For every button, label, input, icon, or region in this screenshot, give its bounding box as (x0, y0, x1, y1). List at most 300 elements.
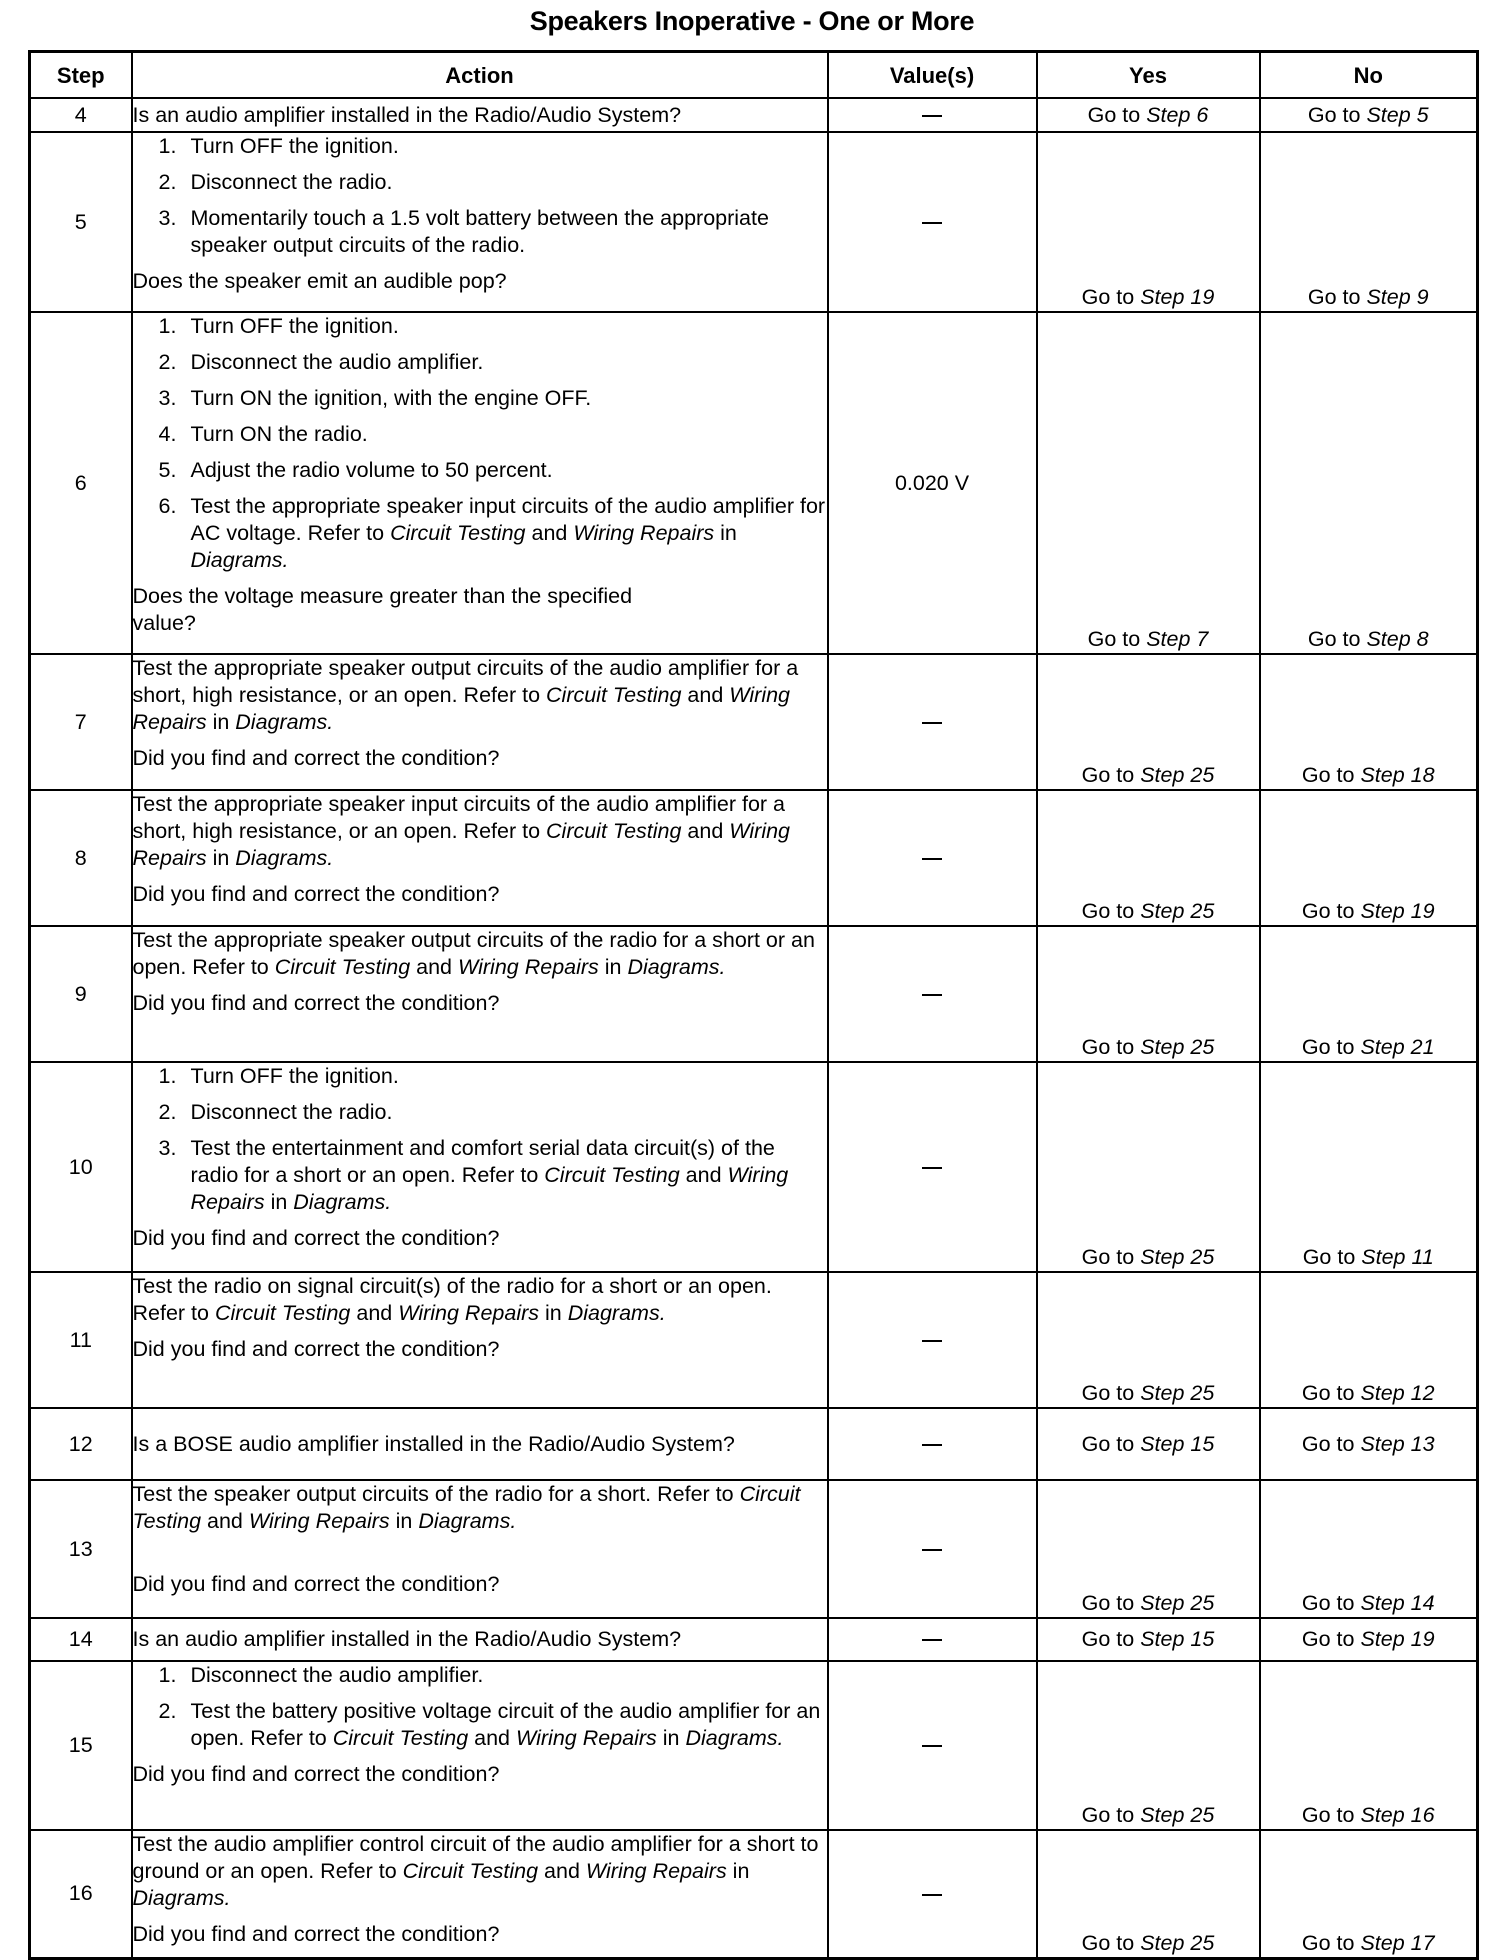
goto-no-link[interactable] (1302, 1931, 1435, 1955)
value-cell (828, 1480, 1037, 1618)
yes-cell (1037, 926, 1260, 1062)
goto-yes-link[interactable] (1082, 1381, 1215, 1405)
substep-item (133, 1135, 827, 1216)
no-cell (1260, 1272, 1478, 1408)
goto-yes-link[interactable] (1082, 285, 1215, 309)
substep-number: 2. (158, 1100, 177, 1124)
goto-prefix: Go to (1081, 1627, 1135, 1651)
not-applicable-dash (922, 1167, 942, 1169)
header-row (30, 52, 1478, 99)
reference-link-text: Wiring Repairs (132, 683, 791, 734)
goto-prefix: Go to (1307, 285, 1361, 309)
reference-link-text: Circuit Testing (546, 819, 682, 843)
reference-link-text: Circuit Testing (214, 1301, 351, 1325)
not-applicable-dash (922, 1745, 942, 1747)
goto-prefix: Go to (1301, 1930, 1355, 1955)
goto-prefix: Go to (1081, 899, 1135, 923)
goto-prefix: Go to (1301, 763, 1355, 787)
goto-yes-link[interactable] (1088, 627, 1209, 651)
text-fragment: in (598, 955, 628, 979)
goto-no-link[interactable] (1302, 1627, 1435, 1651)
no-cell (1260, 1062, 1478, 1272)
goto-no-link[interactable] (1308, 285, 1429, 309)
goto-yes-link[interactable] (1088, 103, 1209, 127)
value-text (942, 1431, 943, 1432)
goto-prefix: Go to (1081, 1035, 1135, 1059)
substep-list (133, 133, 827, 259)
goto-prefix: Go to (1301, 1803, 1355, 1827)
reference-link-text: Diagrams. (685, 1726, 784, 1750)
value-text (942, 102, 943, 103)
action-cell (132, 1661, 828, 1830)
text-fragment: Adjust the radio volume to 50 percent. (190, 458, 553, 482)
not-applicable-dash (922, 115, 942, 117)
action-question: Did you find and correct the condition? (132, 1226, 500, 1250)
goto-target: Step 15 (1140, 1431, 1215, 1456)
goto-target: Step 14 (1360, 1591, 1435, 1615)
column-header-no: No (1260, 52, 1478, 99)
text-fragment: in (539, 1301, 568, 1325)
goto-no-link[interactable] (1302, 1035, 1435, 1059)
goto-target: Step 17 (1360, 1930, 1435, 1955)
goto-target: Step 16 (1360, 1803, 1435, 1827)
text-fragment: Test the battery positive voltage circuit of the audio amplifier for an open. Refer to (190, 1699, 821, 1750)
text-fragment: and (538, 1859, 586, 1883)
substep-item (133, 205, 827, 259)
text-fragment: and (468, 1726, 516, 1750)
text-fragment: Test the entertainment and comfort serial data circuit(s) of the radio for a short or an open. Refer to (190, 1136, 775, 1187)
reference-link-text: Circuit Testing (274, 955, 411, 979)
substep-item (133, 133, 827, 160)
substep-item (133, 1698, 827, 1752)
text-fragment: and (681, 819, 730, 843)
goto-target: Step 11 (1361, 1245, 1434, 1269)
goto-target: Step 25 (1140, 1591, 1215, 1615)
step-number: 6 (30, 312, 132, 654)
value-text (942, 845, 943, 846)
step-number: 5 (30, 132, 132, 312)
action-cell (132, 312, 828, 654)
reference-link-text: Diagrams. (293, 1190, 392, 1214)
reference-link-text: Circuit Testing (402, 1859, 539, 1883)
substep-list (133, 1063, 827, 1216)
reference-link-text: Diagrams. (190, 548, 289, 572)
not-applicable-dash (922, 1444, 942, 1446)
text-fragment: Test the appropriate speaker input circuits of the audio amplifier for AC voltage. Refer to (190, 494, 826, 545)
text-fragment: and (350, 1301, 399, 1325)
goto-prefix: Go to (1301, 1591, 1355, 1615)
goto-prefix: Go to (1081, 1431, 1135, 1456)
goto-target: Step 25 (1140, 1381, 1215, 1405)
goto-target: Step 25 (1140, 1245, 1215, 1269)
substep-number: 1. (158, 134, 177, 158)
yes-cell (1037, 1618, 1260, 1661)
not-applicable-dash (922, 1549, 942, 1551)
text-fragment: Disconnect the audio amplifier. (190, 350, 484, 374)
goto-target: Step 5 (1366, 102, 1429, 127)
action-question: Did you find and correct the condition? (132, 1337, 500, 1361)
action-description (133, 927, 827, 981)
text-fragment: and (201, 1509, 249, 1533)
text-fragment: and (679, 1163, 728, 1187)
action-description (133, 655, 827, 736)
yes-cell (1037, 312, 1260, 654)
action-question: Did you find and correct the condition? (132, 991, 500, 1015)
table-row (30, 1618, 1478, 1661)
yes-cell (1037, 790, 1260, 926)
substep-item (133, 457, 827, 484)
goto-prefix: Go to (1302, 1245, 1356, 1269)
value-cell (828, 132, 1037, 312)
substep-number: 3. (158, 206, 177, 230)
step-number: 13 (30, 1480, 132, 1618)
action-question: Did you find and correct the condition? (132, 882, 500, 906)
value-cell (828, 654, 1037, 790)
value-text (942, 1536, 943, 1537)
substep-number: 5. (158, 458, 177, 482)
reference-link-text: Diagrams. (235, 710, 334, 734)
action-description (133, 1831, 827, 1912)
action-question: Is an audio amplifier installed in the Radio/Audio System? (132, 102, 682, 127)
action-cell (132, 132, 828, 312)
goto-no-link[interactable] (1302, 1803, 1435, 1827)
goto-yes-link[interactable] (1082, 1803, 1215, 1827)
goto-prefix: Go to (1301, 1381, 1355, 1405)
value-text (942, 981, 943, 982)
step-number: 12 (30, 1408, 132, 1480)
reference-link-text: Circuit Testing (544, 1163, 680, 1187)
action-question: Is a BOSE audio amplifier installed in the Radio/Audio System? (132, 1431, 735, 1456)
action-description (133, 1481, 827, 1535)
yes-cell (1037, 1830, 1260, 1958)
goto-target: Step 7 (1146, 627, 1209, 651)
goto-target: Step 25 (1140, 763, 1215, 787)
no-cell (1260, 98, 1478, 132)
step-number: 15 (30, 1661, 132, 1830)
text-fragment: and (525, 521, 574, 545)
substep-number: 2. (158, 170, 177, 194)
text-fragment: and (681, 683, 730, 707)
text-fragment: Momentarily touch a 1.5 volt battery between the appropriate speaker output circuits of the radio. (190, 206, 769, 257)
goto-prefix: Go to (1301, 1035, 1355, 1059)
not-applicable-dash (922, 222, 942, 224)
goto-no-link[interactable] (1302, 763, 1435, 787)
goto-target: Step 25 (1140, 1035, 1215, 1059)
no-cell (1260, 926, 1478, 1062)
substep-number: 6. (158, 494, 177, 518)
action-cell (132, 1618, 828, 1661)
goto-no-link[interactable] (1308, 103, 1429, 127)
reference-link-text: Diagrams. (567, 1301, 666, 1325)
reference-link-text: Wiring Repairs (248, 1509, 390, 1533)
action-cell (132, 1272, 828, 1408)
step-number: 8 (30, 790, 132, 926)
value-cell (828, 790, 1037, 926)
value-text: 0.020 V (894, 470, 970, 495)
goto-no-link[interactable] (1303, 1245, 1434, 1269)
value-cell (828, 98, 1037, 132)
action-question: Does the speaker emit an audible pop? (132, 269, 507, 293)
goto-prefix: Go to (1087, 627, 1141, 651)
value-text (942, 1880, 943, 1881)
text-fragment: in (206, 846, 236, 870)
value-text (942, 209, 943, 210)
text-fragment: Turn OFF the ignition. (190, 1064, 399, 1088)
action-description (133, 1273, 827, 1327)
value-cell (828, 1830, 1037, 1958)
substep-number: 1. (158, 1663, 177, 1687)
action-question: Did you find and correct the condition? (132, 746, 500, 770)
goto-prefix: Go to (1087, 102, 1141, 127)
goto-no-link[interactable] (1302, 1381, 1435, 1405)
goto-no-link[interactable] (1302, 1591, 1435, 1615)
no-cell (1260, 1480, 1478, 1618)
goto-prefix: Go to (1301, 899, 1355, 923)
yes-cell (1037, 654, 1260, 790)
no-cell (1260, 132, 1478, 312)
action-cell (132, 1830, 828, 1958)
reference-link-text: Wiring Repairs (516, 1726, 657, 1750)
step-number: 11 (30, 1272, 132, 1408)
goto-prefix: Go to (1307, 102, 1361, 127)
substep-list (133, 1662, 827, 1752)
substep-number: 3. (158, 386, 177, 410)
action-cell (132, 790, 828, 926)
text-fragment: Turn ON the ignition, with the engine OFF. (190, 386, 592, 410)
action-question: Did you find and correct the condition? (132, 1922, 500, 1946)
page-title: Speakers Inoperative - One or More (529, 6, 975, 36)
goto-prefix: Go to (1081, 1803, 1135, 1827)
text-fragment: in (206, 710, 236, 734)
goto-yes-link[interactable] (1082, 1591, 1215, 1615)
substep-item (133, 1662, 827, 1689)
value-cell (828, 1408, 1037, 1480)
goto-yes-link[interactable] (1082, 1627, 1215, 1651)
goto-target: Step 25 (1140, 1803, 1215, 1827)
column-header-yes: Yes (1037, 52, 1260, 99)
reference-link-text: Diagrams. (132, 1886, 231, 1910)
step-number: 14 (30, 1618, 132, 1661)
goto-target: Step 6 (1146, 102, 1209, 127)
goto-target: Step 9 (1366, 285, 1429, 309)
goto-yes-link[interactable] (1082, 763, 1215, 787)
goto-prefix: Go to (1301, 1431, 1355, 1456)
table-row (30, 98, 1478, 132)
goto-target: Step 8 (1366, 627, 1429, 651)
value-text (942, 1626, 943, 1627)
reference-link-text: Wiring Repairs (585, 1859, 727, 1883)
value-cell (828, 1272, 1037, 1408)
text-fragment: in (264, 1190, 294, 1214)
yes-cell (1037, 1408, 1260, 1480)
step-number: 16 (30, 1830, 132, 1958)
value-text (942, 1327, 943, 1328)
yes-cell (1037, 1272, 1260, 1408)
no-cell (1260, 790, 1478, 926)
yes-cell (1037, 1062, 1260, 1272)
goto-prefix: Go to (1081, 285, 1135, 309)
goto-target: Step 19 (1360, 1627, 1435, 1651)
reference-link-text: Diagrams. (418, 1509, 517, 1533)
reference-link-text: Wiring Repairs (132, 819, 791, 870)
goto-target: Step 19 (1360, 899, 1435, 923)
action-question: Did you find and correct the condition? (132, 1572, 500, 1596)
reference-link-text: Diagrams. (235, 846, 334, 870)
substep-number: 1. (158, 314, 177, 338)
value-text (942, 709, 943, 710)
reference-link-text: Circuit Testing (546, 683, 682, 707)
reference-link-text: Diagrams. (627, 955, 726, 979)
reference-link-text: Circuit Testing (390, 521, 526, 545)
goto-prefix: Go to (1081, 1245, 1135, 1269)
value-cell (828, 926, 1037, 1062)
substep-list (133, 313, 827, 574)
substep-item (133, 385, 827, 412)
text-fragment: Turn OFF the ignition. (190, 134, 399, 158)
table-row (30, 1408, 1478, 1480)
goto-no-link[interactable] (1308, 627, 1429, 651)
substep-item (133, 1063, 827, 1090)
not-applicable-dash (922, 1894, 942, 1896)
text-fragment: in (656, 1726, 686, 1750)
yes-cell (1037, 132, 1260, 312)
reference-link-text: Wiring Repairs (190, 1163, 789, 1214)
table-row (30, 926, 1478, 1062)
column-header-step: Step (30, 52, 132, 99)
reference-link-text: Wiring Repairs (458, 955, 599, 979)
no-cell (1260, 654, 1478, 790)
action-cell (132, 926, 828, 1062)
action-question: Did you find and correct the condition? (132, 1762, 500, 1786)
goto-prefix: Go to (1081, 1930, 1135, 1955)
text-fragment: Disconnect the radio. (190, 1100, 393, 1124)
text-fragment: Turn OFF the ignition. (190, 314, 399, 338)
yes-cell (1037, 1661, 1260, 1830)
goto-target: Step 25 (1140, 1930, 1215, 1955)
step-number: 10 (30, 1062, 132, 1272)
substep-number: 4. (158, 422, 177, 446)
goto-target: Step 21 (1360, 1035, 1435, 1059)
column-header-values: Value(s) (828, 52, 1037, 99)
text-fragment: Test the appropriate speaker output circuits of the audio amplifier for a short, high resistance, or an open. Refer to (132, 656, 799, 707)
substep-item (133, 421, 827, 448)
goto-yes-link[interactable] (1082, 1035, 1215, 1059)
goto-prefix: Go to (1081, 1591, 1135, 1615)
text-fragment: in (726, 1859, 750, 1883)
goto-no-link[interactable] (1302, 899, 1435, 923)
substep-number: 2. (158, 1699, 177, 1723)
substep-item (133, 349, 827, 376)
text-fragment: Test the appropriate speaker output circuits of the radio for a short or an open. Refer to (132, 928, 815, 979)
step-number: 7 (30, 654, 132, 790)
action-description (133, 791, 827, 872)
table-row (30, 790, 1478, 926)
goto-target: Step 12 (1360, 1381, 1435, 1405)
action-question: Does the voltage measure greater than the specified value? (132, 584, 633, 635)
goto-yes-link[interactable] (1082, 899, 1215, 923)
not-applicable-dash (922, 722, 942, 724)
step-number: 9 (30, 926, 132, 1062)
value-cell (828, 1618, 1037, 1661)
action-cell (132, 1408, 828, 1480)
table-body (30, 98, 1478, 1958)
substep-number: 1. (158, 1064, 177, 1088)
text-fragment: in (714, 521, 737, 545)
table-row (30, 1062, 1478, 1272)
substep-item (133, 169, 827, 196)
value-cell (828, 1661, 1037, 1830)
not-applicable-dash (922, 1639, 942, 1641)
goto-target: Step 15 (1140, 1627, 1215, 1651)
action-cell (132, 1062, 828, 1272)
goto-prefix: Go to (1081, 1381, 1135, 1405)
goto-yes-link[interactable] (1082, 1432, 1215, 1456)
no-cell (1260, 1661, 1478, 1830)
text-fragment: Turn ON the radio. (190, 422, 368, 446)
reference-link-text: Wiring Repairs (573, 521, 715, 545)
text-fragment: Test the speaker output circuits of the radio for a short. Refer to (132, 1482, 740, 1506)
text-fragment: and (410, 955, 458, 979)
goto-target: Step 25 (1140, 899, 1215, 923)
value-cell (828, 312, 1037, 654)
not-applicable-dash (922, 1340, 942, 1342)
table-row (30, 654, 1478, 790)
goto-yes-link[interactable] (1082, 1245, 1215, 1269)
text-fragment: Disconnect the radio. (190, 170, 393, 194)
action-cell (132, 654, 828, 790)
reference-link-text: Circuit Testing (332, 1726, 469, 1750)
goto-prefix: Go to (1081, 763, 1135, 787)
substep-item (133, 1099, 827, 1126)
goto-target: Step 19 (1140, 285, 1215, 309)
action-question: Is an audio amplifier installed in the Radio/Audio System? (132, 1627, 682, 1651)
substep-item (133, 313, 827, 340)
not-applicable-dash (922, 858, 942, 860)
value-cell (828, 1062, 1037, 1272)
no-cell (1260, 1830, 1478, 1958)
text-fragment: Test the appropriate speaker input circuits of the audio amplifier for a short, high resistance, or an open. Refer to (132, 792, 786, 843)
goto-prefix: Go to (1301, 1627, 1355, 1651)
no-cell (1260, 1618, 1478, 1661)
text-fragment: in (389, 1509, 419, 1533)
goto-yes-link[interactable] (1082, 1931, 1215, 1955)
step-number: 4 (30, 98, 132, 132)
action-cell (132, 1480, 828, 1618)
goto-prefix: Go to (1307, 627, 1361, 651)
value-text (942, 1154, 943, 1155)
no-cell (1260, 1408, 1478, 1480)
table-row (30, 1661, 1478, 1830)
diagnostic-table (28, 50, 1479, 1960)
not-applicable-dash (922, 994, 942, 996)
value-text (942, 1732, 943, 1733)
text-fragment: Disconnect the audio amplifier. (190, 1663, 484, 1687)
text-fragment: Test the radio on signal circuit(s) of the radio for a short or an open. Refer to (132, 1274, 772, 1325)
yes-cell (1037, 1480, 1260, 1618)
yes-cell (1037, 98, 1260, 132)
substep-number: 2. (158, 350, 177, 374)
action-cell (132, 98, 828, 132)
table-row (30, 1830, 1478, 1958)
table-row (30, 132, 1478, 312)
table-row (30, 1272, 1478, 1408)
goto-no-link[interactable] (1302, 1432, 1435, 1456)
substep-number: 3. (158, 1136, 177, 1160)
text-fragment: Test the audio amplifier control circuit of the audio amplifier for a short to ground or an open. Refer to (132, 1832, 819, 1883)
table-row (30, 312, 1478, 654)
no-cell (1260, 312, 1478, 654)
goto-target: Step 18 (1360, 763, 1435, 787)
